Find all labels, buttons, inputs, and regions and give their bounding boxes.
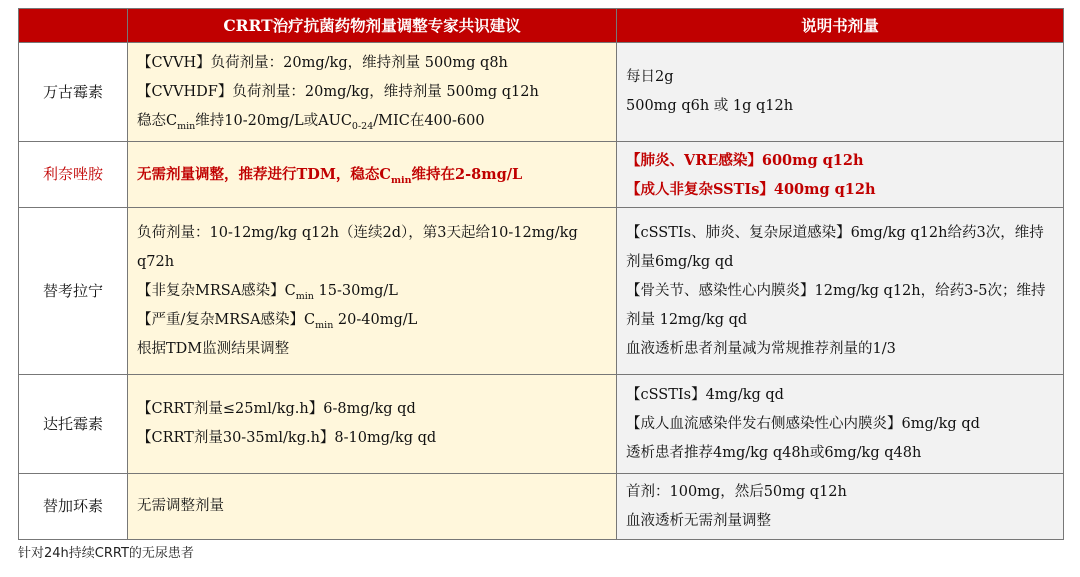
label-dose-cell	[617, 208, 1064, 375]
table-row	[19, 142, 1064, 208]
label-dose-cell	[617, 43, 1064, 142]
label-dose-cell	[617, 375, 1064, 474]
label-line: 【成人血流感染伴发右侧感染性心内膜炎】6mg/kg qd	[626, 415, 980, 432]
rec-line: 【CVVHDF】负荷剂量：20mg/kg，维持剂量 500mg q12h	[137, 83, 539, 100]
consensus-cell	[128, 474, 617, 540]
label-line: 血液透析患者剂量减为常规推荐剂量的1/3	[626, 340, 896, 357]
rec-line: 【CVVH】负荷剂量：20mg/kg，维持剂量 500mg q8h	[137, 54, 508, 71]
rec-line: 稳态$C_{min}$维持10-20mg/L或$AUC_{0-24}$/MIC在400-600	[137, 112, 485, 132]
label-line: 【成人非复杂SSTIs】400mg q12h	[626, 180, 876, 198]
rec-line: 【CRRT剂量≤25ml/kg.h】6-8mg/kg qd	[137, 401, 416, 417]
drug-name: 替考拉宁	[19, 208, 128, 375]
drug-name: 达托霉素	[19, 375, 128, 474]
table-row	[19, 43, 1064, 142]
label-line: 500mg q6h 或 1g q12h	[626, 98, 794, 114]
consensus-cell	[128, 43, 617, 142]
label-line: 透析患者推荐4mg/kg q48h或6mg/kg q48h	[626, 444, 922, 461]
drug-name: 利奈唑胺	[19, 142, 128, 208]
table-row	[19, 375, 1064, 474]
footnote: 针对24h持续CRRT的无尿患者	[18, 546, 194, 561]
consensus-cell	[128, 142, 617, 208]
label-line: 【cSSTIs】4mg/kg qd	[626, 386, 784, 403]
label-dose-cell	[617, 142, 1064, 208]
label-line: 首剂：100mg，然后50mg q12h	[626, 483, 847, 500]
rec-line: 【CRRT剂量30-35ml/kg.h】8-10mg/kg qd	[137, 430, 437, 446]
rec-line: 【严重/复杂MRSA感染】$C_{min}$ 20-40mg/L	[137, 311, 418, 331]
drug-name: 替加环素	[19, 474, 128, 540]
table-row	[19, 208, 1064, 375]
consensus-cell	[128, 208, 617, 375]
rec-line: 根据TDM监测结果调整	[137, 340, 290, 357]
rec-line: 无需剂量调整，推荐进行TDM，稳态$C_{min}$维持在2-8mg/L	[137, 166, 523, 186]
label-line: 【肺炎、VRE感染】600mg q12h	[626, 151, 864, 169]
label-line: 血液透析无需剂量调整	[626, 512, 771, 529]
header-label-dose: 说明书剂量	[617, 9, 1064, 43]
rec-line: 【非复杂MRSA感染】$C_{min}$ 15-30mg/L	[137, 282, 398, 302]
label-line: 【骨关节、感染性心内膜炎】12mg/kg q12h，给药3-5次；维持剂量 12mg/kg qd	[626, 282, 1046, 328]
drug-name: 万古霉素	[19, 43, 128, 142]
label-line: 每日2g	[626, 69, 674, 85]
dosing-table	[18, 8, 1064, 540]
header-consensus: CRRT治疗抗菌药物剂量调整专家共识建议	[128, 9, 617, 43]
label-dose-cell	[617, 474, 1064, 540]
rec-line: 无需调整剂量	[137, 498, 224, 514]
table-header-row	[19, 9, 1064, 43]
rec-line: 负荷剂量：10-12mg/kg q12h（连续2d），第3天起给10-12mg/kg q72h	[137, 224, 578, 270]
table-row	[19, 474, 1064, 540]
consensus-cell	[128, 375, 617, 474]
header-blank	[19, 9, 128, 43]
label-line: 【cSSTIs、肺炎、复杂尿道感染】6mg/kg q12h给药3次，维持剂量6mg/kg qd	[626, 224, 1044, 270]
